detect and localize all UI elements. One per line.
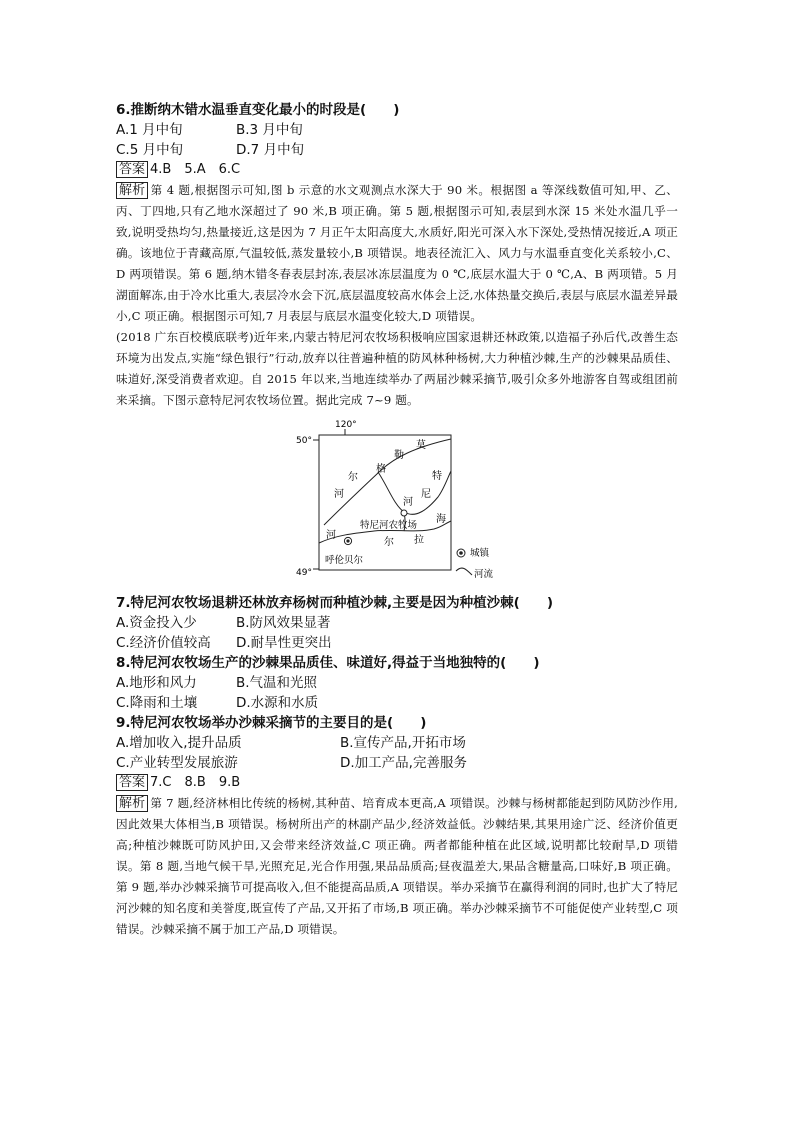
question-7-title: 7.特尼河农牧场退耕还林放弃杨树而种植沙棘,主要是因为种植沙棘( ) bbox=[116, 595, 553, 611]
analysis-text-2: 第 7 题,经济林相比传统的杨树,其种苗、培育成本更高,A 项错误。沙棘与杨树都能起到防风防沙作用,因此效果大体相当,B 项错误。杨树所出产的林副产品少,经济效益低。沙棘结果,其果用途广泛、经济价值更高;种植沙棘既可防风护田,又会带来经济效益,C 项正确。两者都能种植在此区域,说明都比较耐旱,D 项错误。第 8 题,当地气候干旱,光照充足,光合作用强,果品品质高;昼夜温差大,果品含糖量高,口味好,B 项正确。第 9 题,举办沙棘采摘节可提高收入,但不能提高品质,A 项错误。举办采摘节在赢得利润的同时,也扩大了特尼河沙棘的知名度和美誉度,既宣传了产品,又开拓了市场,B 项正确。举办沙棘采摘节不可能促使产业转型,C 项错误。沙棘采摘不属于加工产品,D 项错误。 bbox=[116, 796, 678, 936]
answer-text-2: 7.C 8.B 9.B bbox=[150, 775, 241, 790]
q6-option-a[interactable]: A.1 月中旬 bbox=[116, 122, 183, 138]
legend-river-label: 河流 bbox=[474, 569, 494, 580]
question-8-title: 8.特尼河农牧场生产的沙棘果品质佳、味道好,得益于当地独特的( ) bbox=[116, 655, 540, 671]
river-label-te: 特 bbox=[432, 471, 442, 482]
question-9-options-row2 bbox=[116, 753, 678, 773]
q7-option-c[interactable]: C.经济价值较高 bbox=[116, 635, 211, 651]
q8-option-d[interactable]: D.水源和水质 bbox=[236, 695, 319, 711]
q8-option-c[interactable]: C.降雨和土壤 bbox=[116, 695, 198, 711]
town-label: 呼伦贝尔 bbox=[325, 555, 364, 566]
river-label-he3: 河 bbox=[326, 530, 336, 541]
question-9-options bbox=[116, 733, 678, 753]
river-label-ge: 格 bbox=[376, 464, 386, 475]
river-label-er1: 尔 bbox=[348, 472, 358, 483]
latitude-bottom-label: 49° bbox=[296, 568, 312, 578]
analysis-block-2 bbox=[116, 793, 678, 940]
river-label-la: 拉 bbox=[414, 535, 424, 546]
q9-option-c[interactable]: C.产业转型发展旅游 bbox=[116, 755, 238, 771]
farm-point-icon bbox=[401, 510, 407, 516]
question-9-title: 9.特尼河农牧场举办沙棘采摘节的主要目的是( ) bbox=[116, 715, 427, 731]
worksheet-page bbox=[116, 100, 678, 940]
question-8-options-row2 bbox=[116, 693, 678, 713]
river-gelemo bbox=[324, 439, 451, 525]
q6-option-c[interactable]: C.5 月中旬 bbox=[116, 142, 184, 158]
river-label-er2: 尔 bbox=[384, 537, 394, 548]
question-6-options-row2 bbox=[116, 140, 678, 160]
answer-block-1 bbox=[116, 160, 678, 180]
question-7-options-row2 bbox=[116, 633, 678, 653]
q9-option-b[interactable]: B.宣传产品,开拓市场 bbox=[340, 735, 466, 751]
q7-option-b[interactable]: B.防风效果显著 bbox=[236, 615, 331, 631]
river-label-le: 勒 bbox=[394, 450, 404, 461]
q8-option-b[interactable]: B.气温和光照 bbox=[236, 675, 318, 691]
question-6-title: 6.推断纳木错水温垂直变化最小的时段是( ) bbox=[116, 102, 400, 118]
river-label-he2: 河 bbox=[403, 497, 413, 508]
q9-option-a[interactable]: A.增加收入,提升品质 bbox=[116, 735, 242, 751]
river-label-ni: 尼 bbox=[421, 489, 431, 500]
q7-option-a[interactable]: A.资金投入少 bbox=[116, 615, 197, 631]
question-8-options bbox=[116, 673, 678, 693]
location-map bbox=[116, 417, 678, 587]
q8-option-a[interactable]: A.地形和风力 bbox=[116, 675, 197, 691]
answer-tag: 答案 bbox=[116, 161, 148, 178]
legend-town-label: 城镇 bbox=[470, 548, 490, 559]
longitude-label: 120° bbox=[335, 420, 357, 430]
map-frame bbox=[319, 435, 451, 570]
question-6-options bbox=[116, 120, 678, 140]
river-label-mo: 莫 bbox=[416, 440, 426, 451]
answer-tag-2: 答案 bbox=[116, 774, 148, 791]
river-label-hai: 海 bbox=[436, 514, 446, 525]
q6-option-b[interactable]: B.3 月中旬 bbox=[236, 122, 303, 138]
answer-text: 4.B 5.A 6.C bbox=[150, 162, 241, 177]
river-label-he1: 河 bbox=[334, 489, 344, 500]
question-7-options bbox=[116, 613, 678, 633]
answer-block-2 bbox=[116, 773, 678, 793]
legend-river-icon bbox=[456, 568, 472, 575]
map-svg bbox=[116, 417, 678, 587]
analysis-text: 第 4 题,根据图示可知,图 b 示意的水文观测点水深大于 90 米。根据图 a 等深线数值可知,甲、乙、丙、丁四地,只有乙地水深超过了 90 米,B 项正确。第 5 题,根据图示可知,表层到水深 15 米处水温几乎一致,说明受热均匀,热量接近,这是因为 7 月正午太阳高度大,水质好,阳光可深入水下深处,受热情况接近,A 项正确。该地位于青藏高原,气温较低,蒸发量较小,B 项错误。地表径流汇入、风力与水温垂直变化关系较小,C、D 两项错误。第 6 题,纳木错冬春表层封冻,表层冰冻层温度为 0 ℃,底层水温大于 0 ℃,A、B 两项错。5 月湖面解冻,由于冷水比重大,表层冷水会下沉,底层温度较高水体会上泛,水体热量交换后,表层与底层水温差异最小,C 项正确。根据图示可知,7 月表层与底层水温变化较大,D 项错误。 bbox=[116, 183, 678, 323]
farm-label: 特尼河农牧场 bbox=[360, 520, 418, 531]
latitude-top-label: 50° bbox=[296, 436, 312, 446]
intro-paragraph: (2018 广东百校模底联考)近年来,内蒙古特尼河农牧场积极响应国家退耕还林政策,以造福子孙后代,改善生态环境为出发点,实施“绿色银行”行动,放弃以往普遍种植的防风林种杨树,大力种植沙棘,生产的沙棘果品质佳、味道好,深受消费者欢迎。自 2015 年以来,当地连续举办了两届沙棘采摘节,吸引众多外地游客自驾或组团前来采摘。下图示意特尼河农牧场位置。据此完成 7~9 题。 bbox=[116, 330, 678, 407]
analysis-tag: 解析 bbox=[116, 182, 148, 199]
analysis-tag-2: 解析 bbox=[116, 795, 148, 812]
q9-option-d[interactable]: D.加工产品,完善服务 bbox=[340, 755, 467, 771]
q7-option-d[interactable]: D.耐旱性更突出 bbox=[236, 635, 332, 651]
analysis-block-1 bbox=[116, 180, 678, 327]
q6-option-d[interactable]: D.7 月中旬 bbox=[236, 142, 305, 158]
